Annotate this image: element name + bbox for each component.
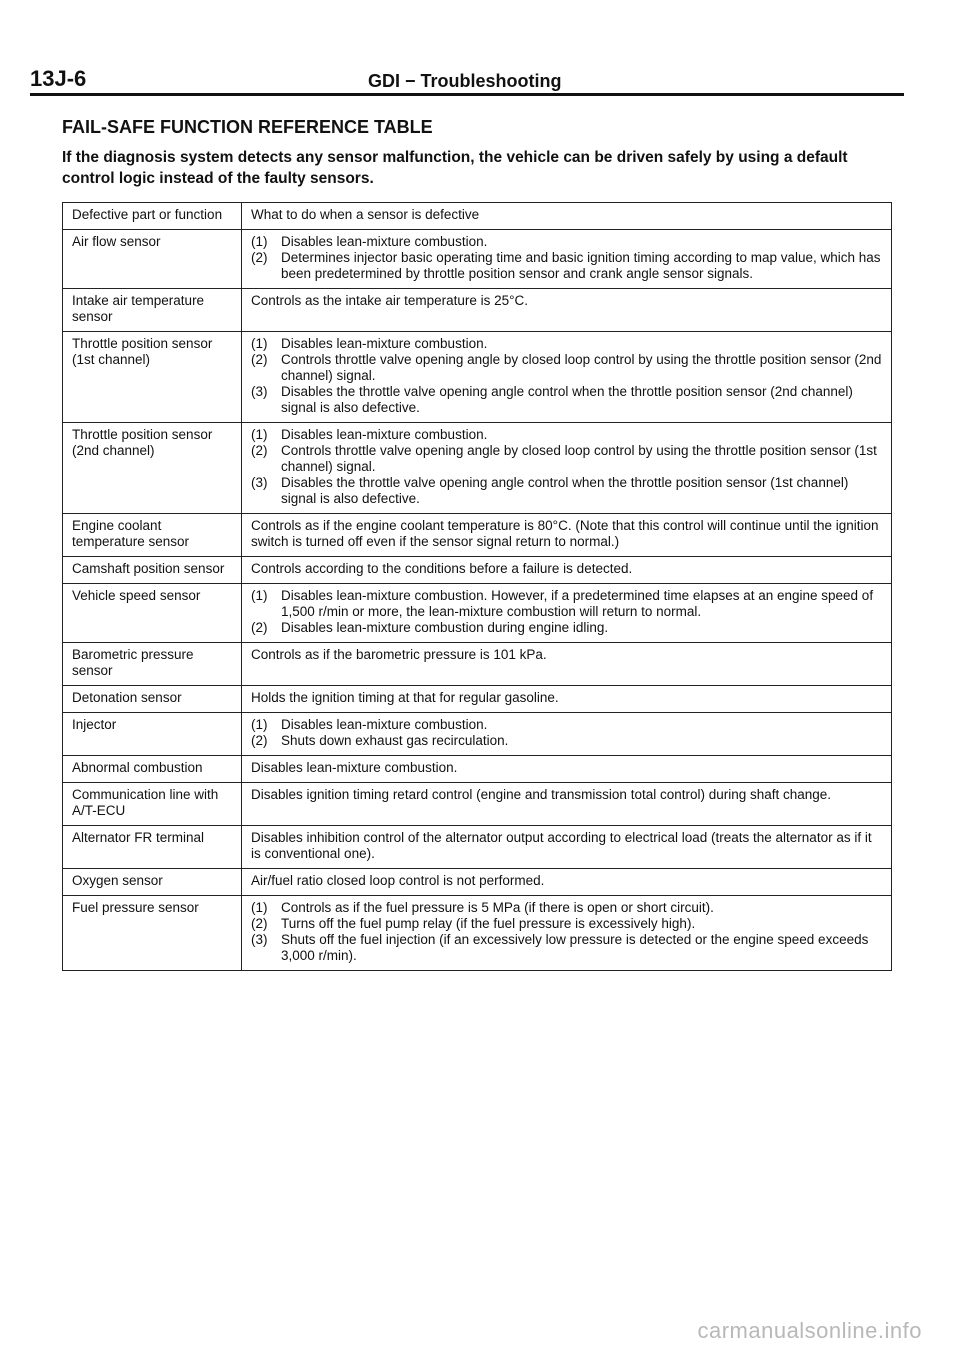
table-row [63,713,892,756]
item-text: Disables lean-mixture combustion. [281,336,488,351]
action-list-item [251,443,883,475]
table-row [63,686,892,713]
defective-part-cell: Injector [63,713,242,756]
column-header-action: What to do when a sensor is defective [242,203,892,230]
fail-safe-table-body [63,203,892,971]
action-cell: Disables ignition timing retard control (engine and transmission total control) during shaft change. [242,783,892,826]
action-list-item [251,352,883,384]
column-header-part: Defective part or function [63,203,242,230]
table-row [63,643,892,686]
item-text: Disables lean-mixture combustion during engine idling. [281,620,609,635]
action-list-item [251,475,883,507]
watermark: carmanualsonline.info [697,1318,922,1343]
action-cell: Disables inhibition control of the alternator output according to electrical load (treats the alternator as if it is conventional one). [242,826,892,869]
item-text: Shuts down exhaust gas recirculation. [281,733,509,748]
intro-paragraph: If the diagnosis system detects any sensor malfunction, the vehicle can be driven safely by using a default control logic instead of the faulty sensors. [62,149,848,187]
item-number: (1) [251,234,268,249]
item-number: (2) [251,250,268,265]
item-number: (1) [251,427,268,442]
table-row [63,869,892,896]
action-list [251,234,883,282]
defective-part-cell: Abnormal combustion [63,756,242,783]
action-list-item [251,733,883,749]
item-number: (1) [251,717,268,732]
action-list-item [251,250,883,282]
item-text: Controls throttle valve opening angle by closed loop control by using the throttle position sensor (2nd channel) signal. [281,352,882,383]
defective-part-cell: Vehicle speed sensor [63,584,242,643]
item-number: (2) [251,916,268,931]
item-number: (2) [251,620,268,635]
action-list-item [251,336,883,352]
item-text: Shuts off the fuel injection (if an excessively low pressure is detected or the engine speed exceeds 3,000 r/min). [281,932,869,963]
action-list-item [251,900,883,916]
defective-part-cell: Camshaft position sensor [63,557,242,584]
page-header [30,64,904,96]
page-number: 13J-6 [30,66,87,91]
action-list [251,427,883,507]
defective-part-cell: Throttle position sensor (1st channel) [63,332,242,423]
header-rule [30,93,904,96]
action-cell: Controls as if the engine coolant temperature is 80°C. (Note that this control will continue until the ignition switch is turned off even if the sensor signal return to normal.) [242,514,892,557]
table-row [63,289,892,332]
table-header-row [63,203,892,230]
defective-part-cell: Barometric pressure sensor [63,643,242,686]
action-cell: Controls as if the barometric pressure is 101 kPa. [242,643,892,686]
item-number: (3) [251,384,268,399]
table-row [63,514,892,557]
defective-part-cell: Fuel pressure sensor [63,896,242,971]
action-list-item [251,588,883,620]
table-row [63,896,892,971]
table-row [63,332,892,423]
item-number: (2) [251,733,268,748]
page-heading: FAIL-SAFE FUNCTION REFERENCE TABLE [62,117,433,137]
defective-part-cell: Throttle position sensor (2nd channel) [63,423,242,514]
table-row [63,584,892,643]
table-row [63,557,892,584]
defective-part-cell: Engine coolant temperature sensor [63,514,242,557]
item-number: (1) [251,900,268,915]
item-text: Disables lean-mixture combustion. [281,234,488,249]
action-cell: Holds the ignition timing at that for regular gasoline. [242,686,892,713]
action-list-item [251,384,883,416]
item-number: (3) [251,475,268,490]
defective-part-cell: Alternator FR terminal [63,826,242,869]
table-row [63,783,892,826]
item-text: Disables the throttle valve opening angle control when the throttle position sensor (2nd channel) signal is also defective. [281,384,853,415]
fail-safe-table [62,202,892,971]
defective-part-cell: Detonation sensor [63,686,242,713]
table-row [63,826,892,869]
item-text: Controls as if the fuel pressure is 5 MPa (if there is open or short circuit). [281,900,714,915]
action-cell [242,230,892,289]
action-list-item [251,620,883,636]
table-row [63,230,892,289]
item-number: (1) [251,588,268,603]
action-list [251,588,883,636]
item-number: (2) [251,352,268,367]
item-text: Disables the throttle valve opening angle control when the throttle position sensor (1st channel) signal is also defective. [281,475,849,506]
action-list [251,900,883,964]
action-list [251,336,883,416]
defective-part-cell: Intake air temperature sensor [63,289,242,332]
action-list-item [251,916,883,932]
action-list-item [251,234,883,250]
action-cell: Controls as the intake air temperature is 25°C. [242,289,892,332]
action-cell [242,423,892,514]
item-text: Controls throttle valve opening angle by closed loop control by using the throttle position sensor (1st channel) signal. [281,443,877,474]
defective-part-cell: Communication line with A/T-ECU [63,783,242,826]
action-list-item [251,717,883,733]
table-row [63,756,892,783]
action-cell: Controls according to the conditions before a failure is detected. [242,557,892,584]
action-cell [242,584,892,643]
item-number: (2) [251,443,268,458]
action-cell [242,713,892,756]
item-text: Determines injector basic operating time and basic ignition timing according to map value, which has been predetermined by throttle position sensor and crank angle sensor signals. [281,250,881,281]
action-cell [242,332,892,423]
section-title: GDI − Troubleshooting [368,71,562,91]
item-number: (1) [251,336,268,351]
defective-part-cell: Air flow sensor [63,230,242,289]
action-list-item [251,932,883,964]
table-row [63,423,892,514]
defective-part-cell: Oxygen sensor [63,869,242,896]
action-list [251,717,883,749]
action-cell: Air/fuel ratio closed loop control is not performed. [242,869,892,896]
item-text: Disables lean-mixture combustion. [281,717,488,732]
action-cell: Disables lean-mixture combustion. [242,756,892,783]
action-cell [242,896,892,971]
action-list-item [251,427,883,443]
item-number: (3) [251,932,268,947]
item-text: Turns off the fuel pump relay (if the fuel pressure is excessively high). [281,916,696,931]
item-text: Disables lean-mixture combustion. [281,427,488,442]
item-text: Disables lean-mixture combustion. However, if a predetermined time elapses at an engine speed of 1,500 r/min or more, the lean-mixture combustion will return to normal. [281,588,874,619]
